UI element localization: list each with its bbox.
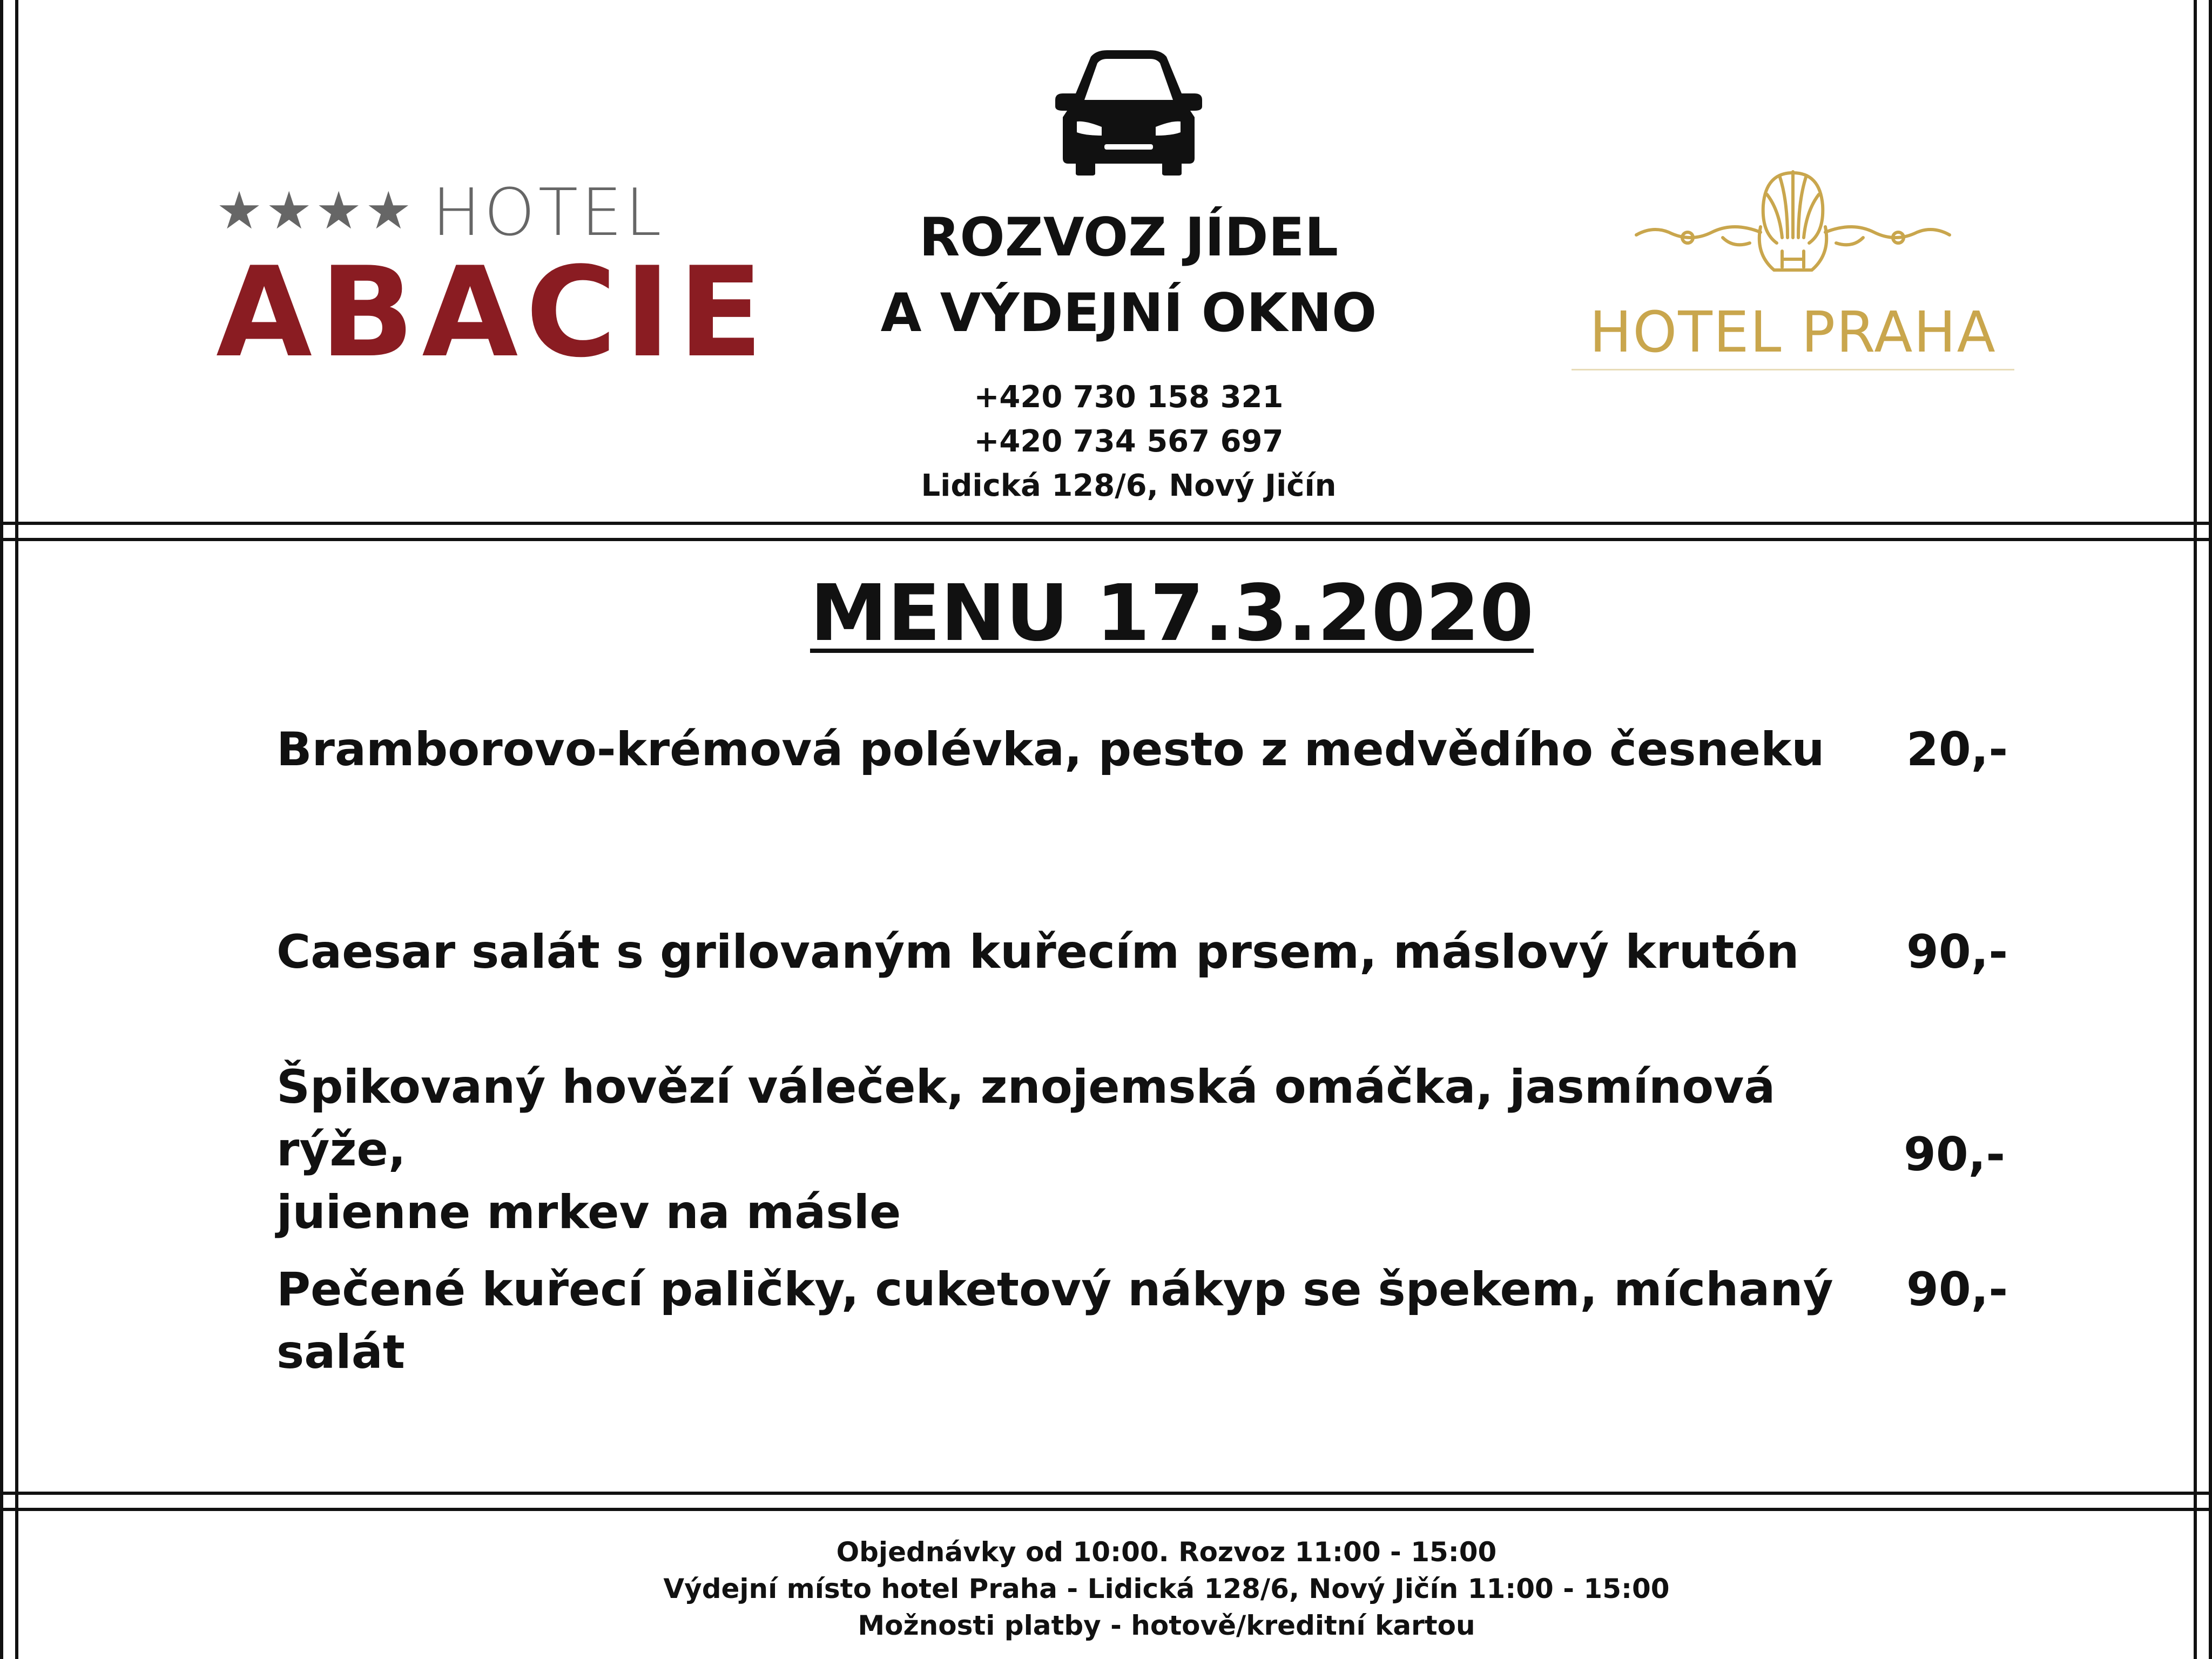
menu-item-name-line-2: juienne mrkev na másle xyxy=(276,1185,901,1239)
delivery-title xyxy=(756,200,1501,351)
menu-item-price: 90,- xyxy=(1906,1263,2008,1317)
menu-item-name: Caesar salát s grilovaným kuřecím prsem, máslový krutón xyxy=(276,925,1799,979)
address: Lidická 128/6, Nový Jičín xyxy=(921,468,1337,503)
contact-block xyxy=(756,375,1501,508)
menu-title: MENU 17.3.2020 xyxy=(810,568,1534,658)
menu-item-name-line-1: Špikovaný hovězí váleček, znojemská omáčka, jasmínová rýže, xyxy=(276,1060,1776,1177)
header-divider-bottom xyxy=(0,538,2212,541)
abacie-name: ABACIE xyxy=(216,241,771,385)
footer-divider-bottom xyxy=(0,1508,2212,1511)
car-icon xyxy=(1053,46,1204,176)
footer-divider-top xyxy=(0,1492,2212,1495)
phone-1[interactable]: +420 730 158 321 xyxy=(974,380,1284,415)
hotel-abacie-logo xyxy=(216,176,771,385)
hotel-crest-icon xyxy=(1626,162,1960,281)
rating-stars: ★★★★ xyxy=(216,180,415,241)
footer-line-3: Možnosti platby - hotově/kreditní kartou xyxy=(858,1610,1475,1641)
title-line-2: A VÝDEJNÍ OKNO xyxy=(880,282,1377,344)
header-divider-top xyxy=(0,522,2212,525)
frame-left-outer xyxy=(0,0,3,1659)
menu-item xyxy=(276,1258,1897,1384)
menu-item-name: Pečené kuřecí paličky, cuketový nákyp se špekem, míchaný salát xyxy=(276,1263,1833,1379)
title-line-1: ROZVOZ JÍDEL xyxy=(919,207,1339,268)
footer-line-1: Objednávky od 10:00. Rozvoz 11:00 - 15:00 xyxy=(836,1536,1497,1568)
footer-line-2: Výdejní místo hotel Praha - Lidická 128/6, Nový Jičín 11:00 - 15:00 xyxy=(663,1573,1670,1604)
menu-item-price: 20,- xyxy=(1906,723,2008,777)
phone-2[interactable]: +420 734 567 697 xyxy=(974,424,1284,459)
menu-item xyxy=(276,921,1897,983)
menu-item-name: Bramborovo-krémová polévka, pesto z medvědího česneku xyxy=(276,723,1825,777)
frame-left-inner xyxy=(15,0,18,1659)
abacie-hotel-word: HOTEL xyxy=(432,176,665,251)
frame-right-inner xyxy=(2194,0,2197,1659)
menu-item-price: 90,- xyxy=(1906,925,2008,979)
menu-item xyxy=(276,1056,1897,1244)
praha-name: HOTEL PRAHA xyxy=(1589,299,1997,365)
menu-item-price: 90,- xyxy=(1904,1128,2006,1182)
menu-item xyxy=(276,718,1897,781)
praha-underline xyxy=(1572,369,2014,370)
hotel-praha-logo xyxy=(1566,162,2020,378)
frame-right-outer xyxy=(2209,0,2212,1659)
footer-info xyxy=(540,1534,1793,1644)
